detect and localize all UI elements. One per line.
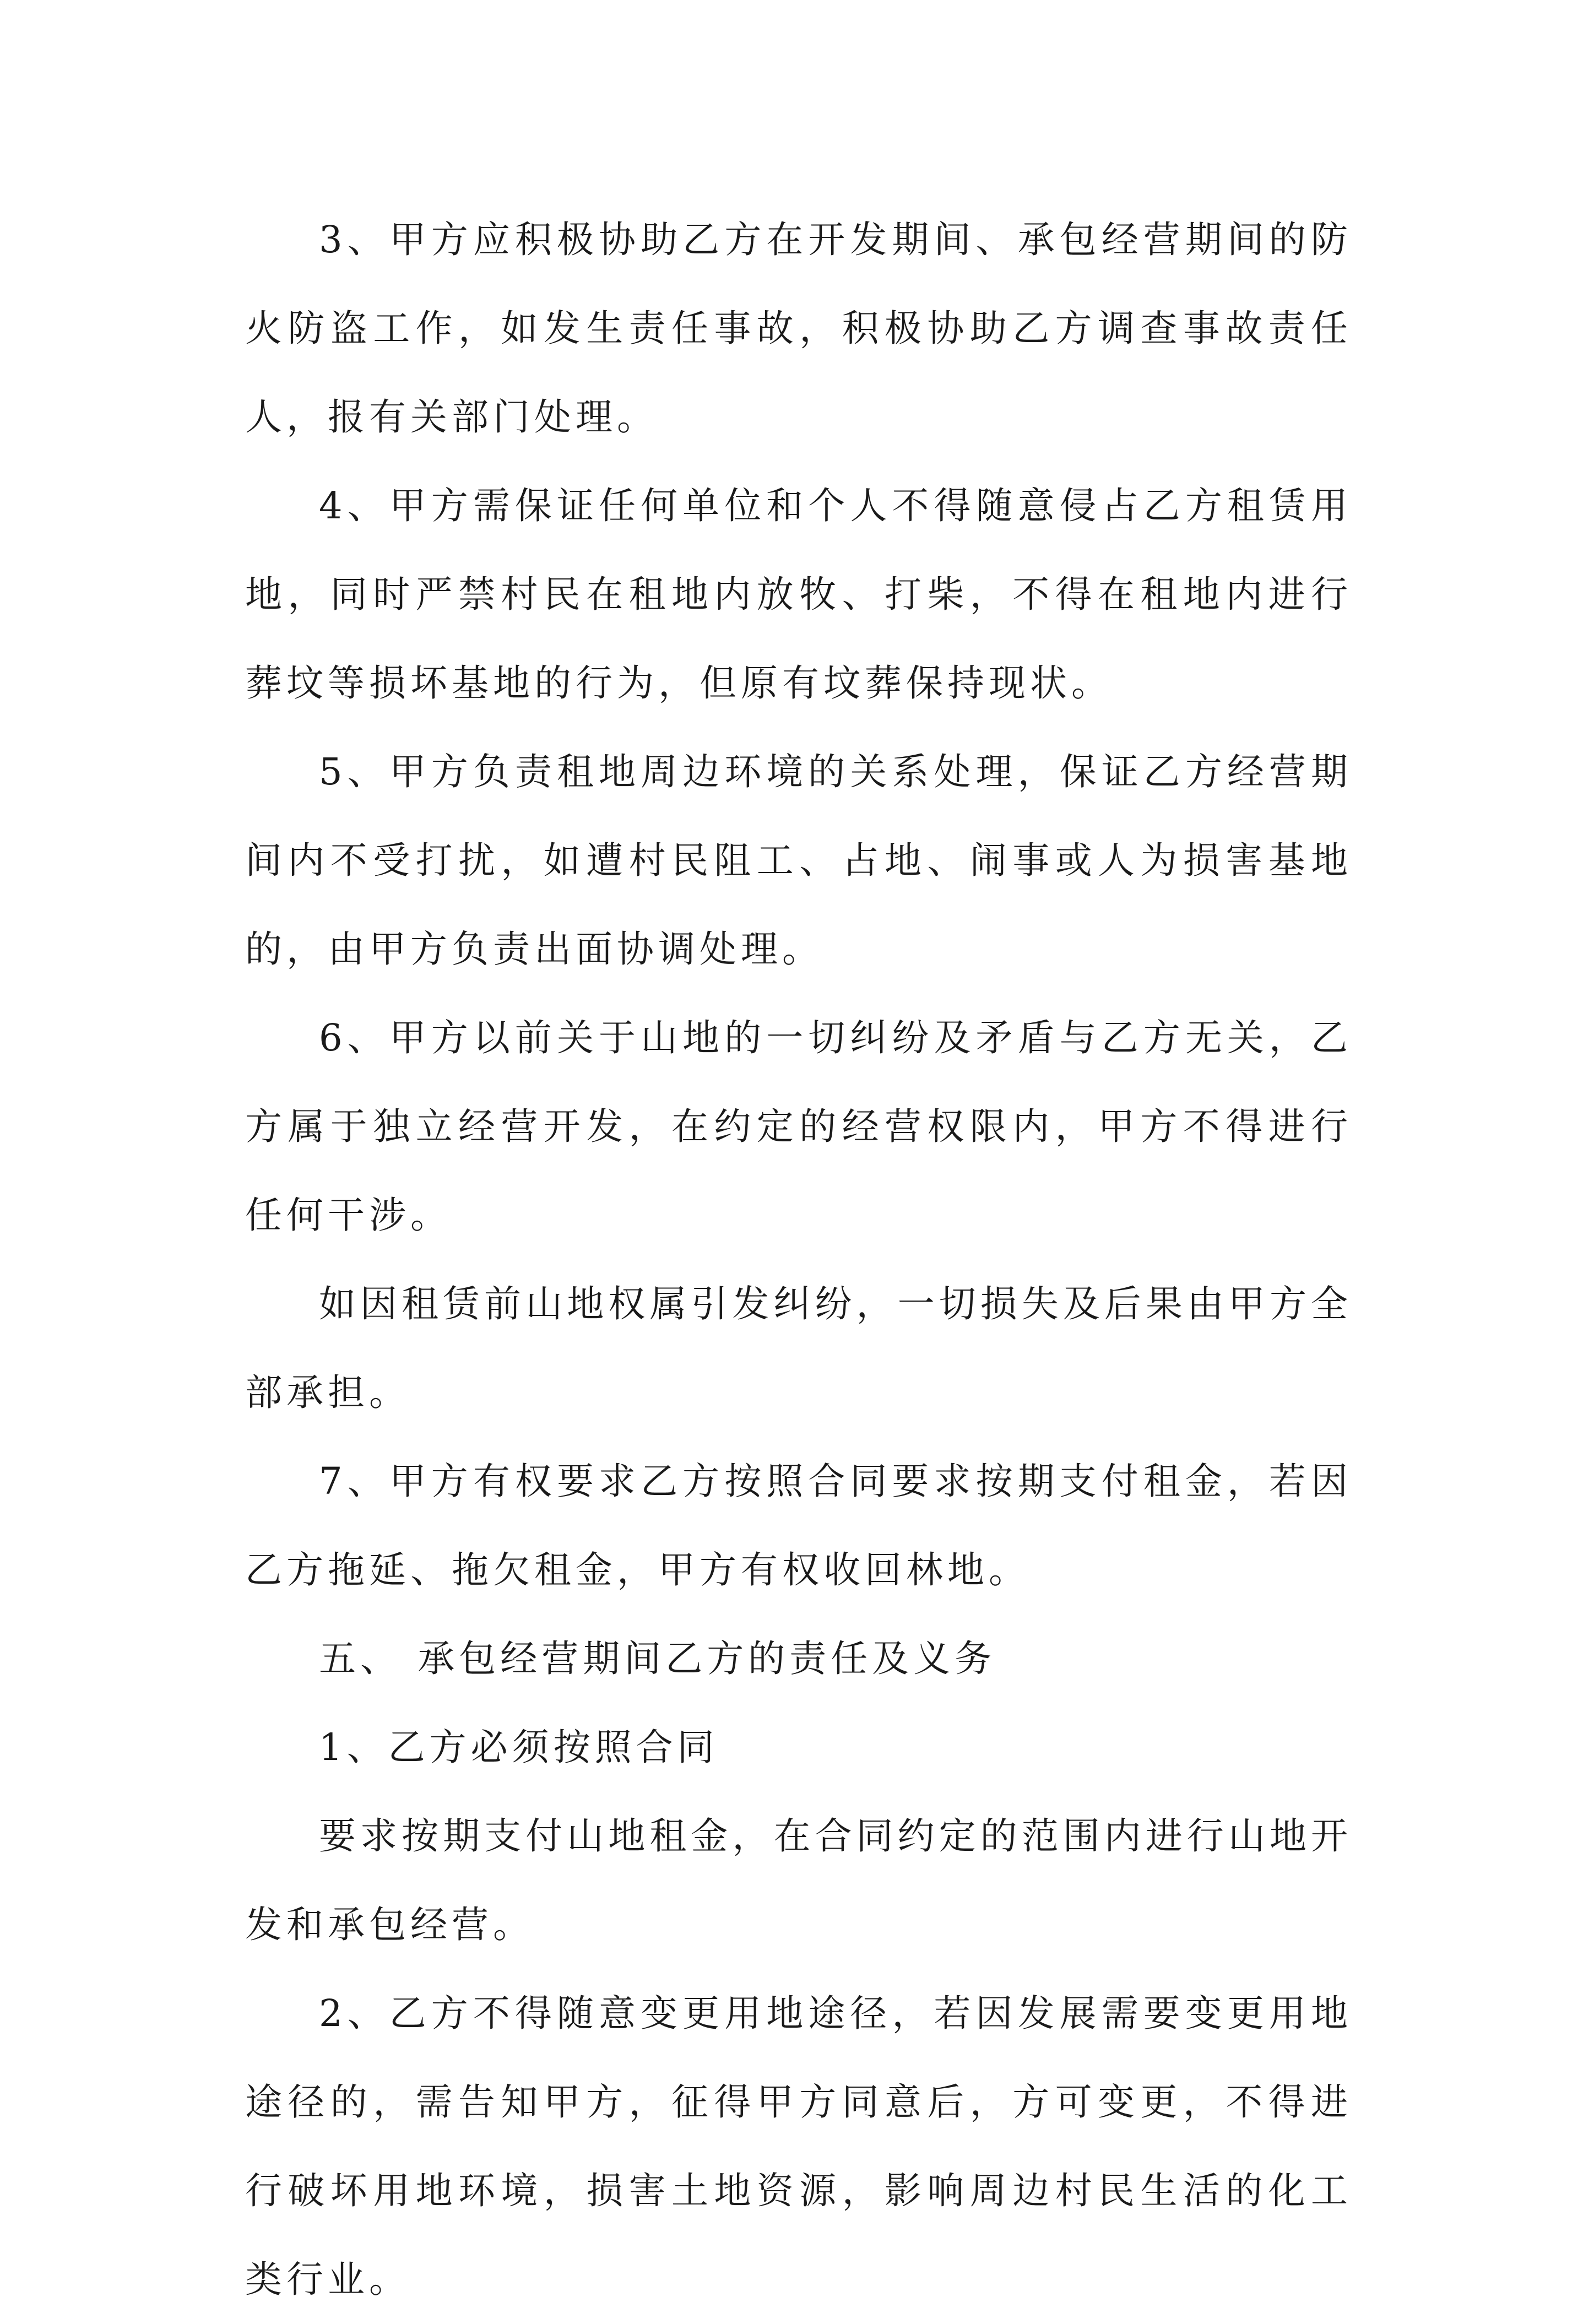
clause-4-paragraph: 4、甲方需保证任何单位和个人不得随意侵占乙方租赁用地，同时严禁村民在租地内放牧、打柴，不得在租地内进行葬坟等损坏基地的行为，但原有坟葬保持现状。 (245, 484, 1352, 705)
section-five-clause-1-continuation-paragraph: 要求按期支付山地租金，在合同约定的范围内进行山地开发和承包经营。 (245, 1814, 1352, 1946)
clause-6-continuation-paragraph: 如因租赁前山地权属引发纠纷，一切损失及后果由甲方全部承担。 (245, 1282, 1352, 1414)
section-five-heading: 五、 承包经营期间乙方的责任及义务 (319, 1637, 996, 1680)
section-five-clause-2-paragraph: 2、乙方不得随意变更用地途径，若因发展需要变更用地途径的，需告知甲方，征得甲方同意后，方可变更，不得进行破坏用地环境，损害土地资源，影响周边村民生活的化工类行业。 (245, 1992, 1352, 2301)
clause-3-paragraph: 3、甲方应积极协助乙方在开发期间、承包经营期间的防火防盗工作，如发生责任事故，积极协助乙方调查事故责任人，报有关部门处理。 (245, 218, 1352, 438)
document-body (245, 196, 1352, 2324)
clause-5-paragraph: 5、甲方负责租地周边环境的关系处理，保证乙方经营期间内不受打扰，如遭村民阻工、占地、闹事或人为损害基地的，由甲方负责出面协调处理。 (245, 750, 1352, 971)
clause-6-paragraph: 6、甲方以前关于山地的一切纠纷及矛盾与乙方无关，乙方属于独立经营开发，在约定的经营权限内，甲方不得进行任何干涉。 (245, 1016, 1352, 1237)
clause-7-paragraph: 7、甲方有权要求乙方按照合同要求按期支付租金，若因乙方拖延、拖欠租金，甲方有权收回林地。 (245, 1460, 1352, 1591)
section-five-clause-1-paragraph: 1、乙方必须按照合同 (319, 1726, 719, 1769)
